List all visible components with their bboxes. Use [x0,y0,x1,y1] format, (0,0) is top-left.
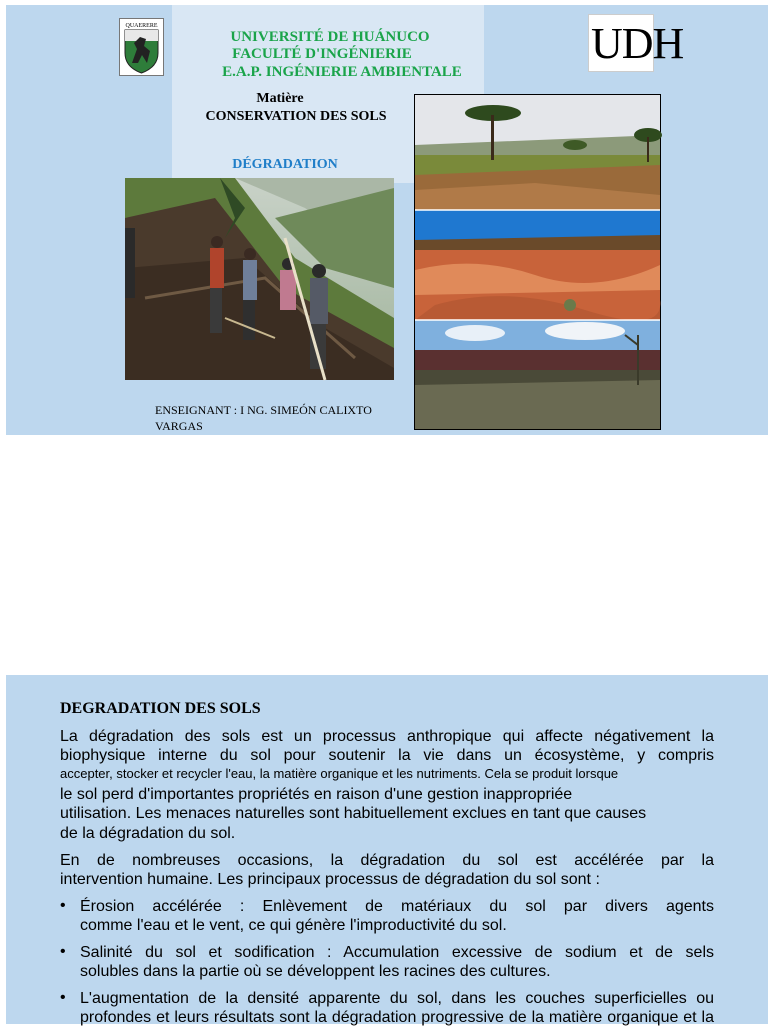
course-name: CONSERVATION DES SOLS [205,109,387,124]
crest-motto: QUAERERE [125,23,158,29]
bullet-marker: • [60,943,66,960]
bullet-text: profondes et leurs résultats sont la dégradation progressive de la matière organique et la [80,1009,714,1026]
section-title: DÉGRADATION [232,157,338,172]
paragraph-line: accepter, stocker et recycler l'eau, la matière organique et les nutriments. Cela se produit lorsque [60,766,619,781]
bullet-text: Salinité du sol et sodification : Accumulation excessive de sodium et de sels [80,944,714,961]
bullet-marker: • [60,989,66,1006]
paragraph-line: utilisation. Les menaces naturelles sont habituellement exclues en tant que causes [60,805,647,822]
paragraph-line: intervention humaine. Les principaux processus de dégradation du sol sont : [60,871,600,888]
bullet-text: comme l'eau et le vent, ce qui génère l'improductivité du sol. [80,917,507,934]
paragraph-line: La dégradation des sols est un processus anthropique qui affecte négativement la [60,728,714,745]
red-eroded-land-photo [415,210,660,320]
teacher-line-1: ENSEIGNANT : I NG. SIMEÓN CALIXTO [155,403,372,417]
university-crest-logo [119,18,164,76]
deforested-land-photo [415,320,660,429]
paragraph-line: de la dégradation du sol. [60,825,236,842]
bullet-text: solubles dans la partie où se développent les racines des cultures. [80,963,551,980]
bullet-text: Érosion accélérée : Enlèvement de matériaux du sol par divers agents [80,898,714,915]
bullet-text: L'augmentation de la densité apparente du sol, dans les couches superficielles ou [80,990,714,1007]
school-name: E.A.P. INGÉNIERIE AMBIENTALE [222,64,462,80]
teacher-line-2: VARGAS [155,419,203,433]
paragraph-line: le sol perd d'importantes propriétés en raison d'une gestion inappropriée [60,786,573,803]
savanna-erosion-photo [415,95,662,210]
soil-degradation-photos [414,94,661,430]
matiere-label: Matière [256,91,304,106]
faculty-name: FACULTÉ D'INGÉNIERIE [232,46,412,62]
teacher-name [155,402,410,434]
hillside-workers-photo [125,178,394,380]
bullet-marker: • [60,897,66,914]
slide-title: DEGRADATION DES SOLS [60,700,261,717]
university-name: UNIVERSITÉ DE HUÁNUCO [230,29,430,45]
paragraph-line: En de nombreuses occasions, la dégradation du sol est accélérée par la [60,852,714,869]
udh-logo: UDH [588,14,654,72]
paragraph-line: biophysique interne du sol pour soutenir la vie dans un écosystème, y compris [60,747,714,764]
